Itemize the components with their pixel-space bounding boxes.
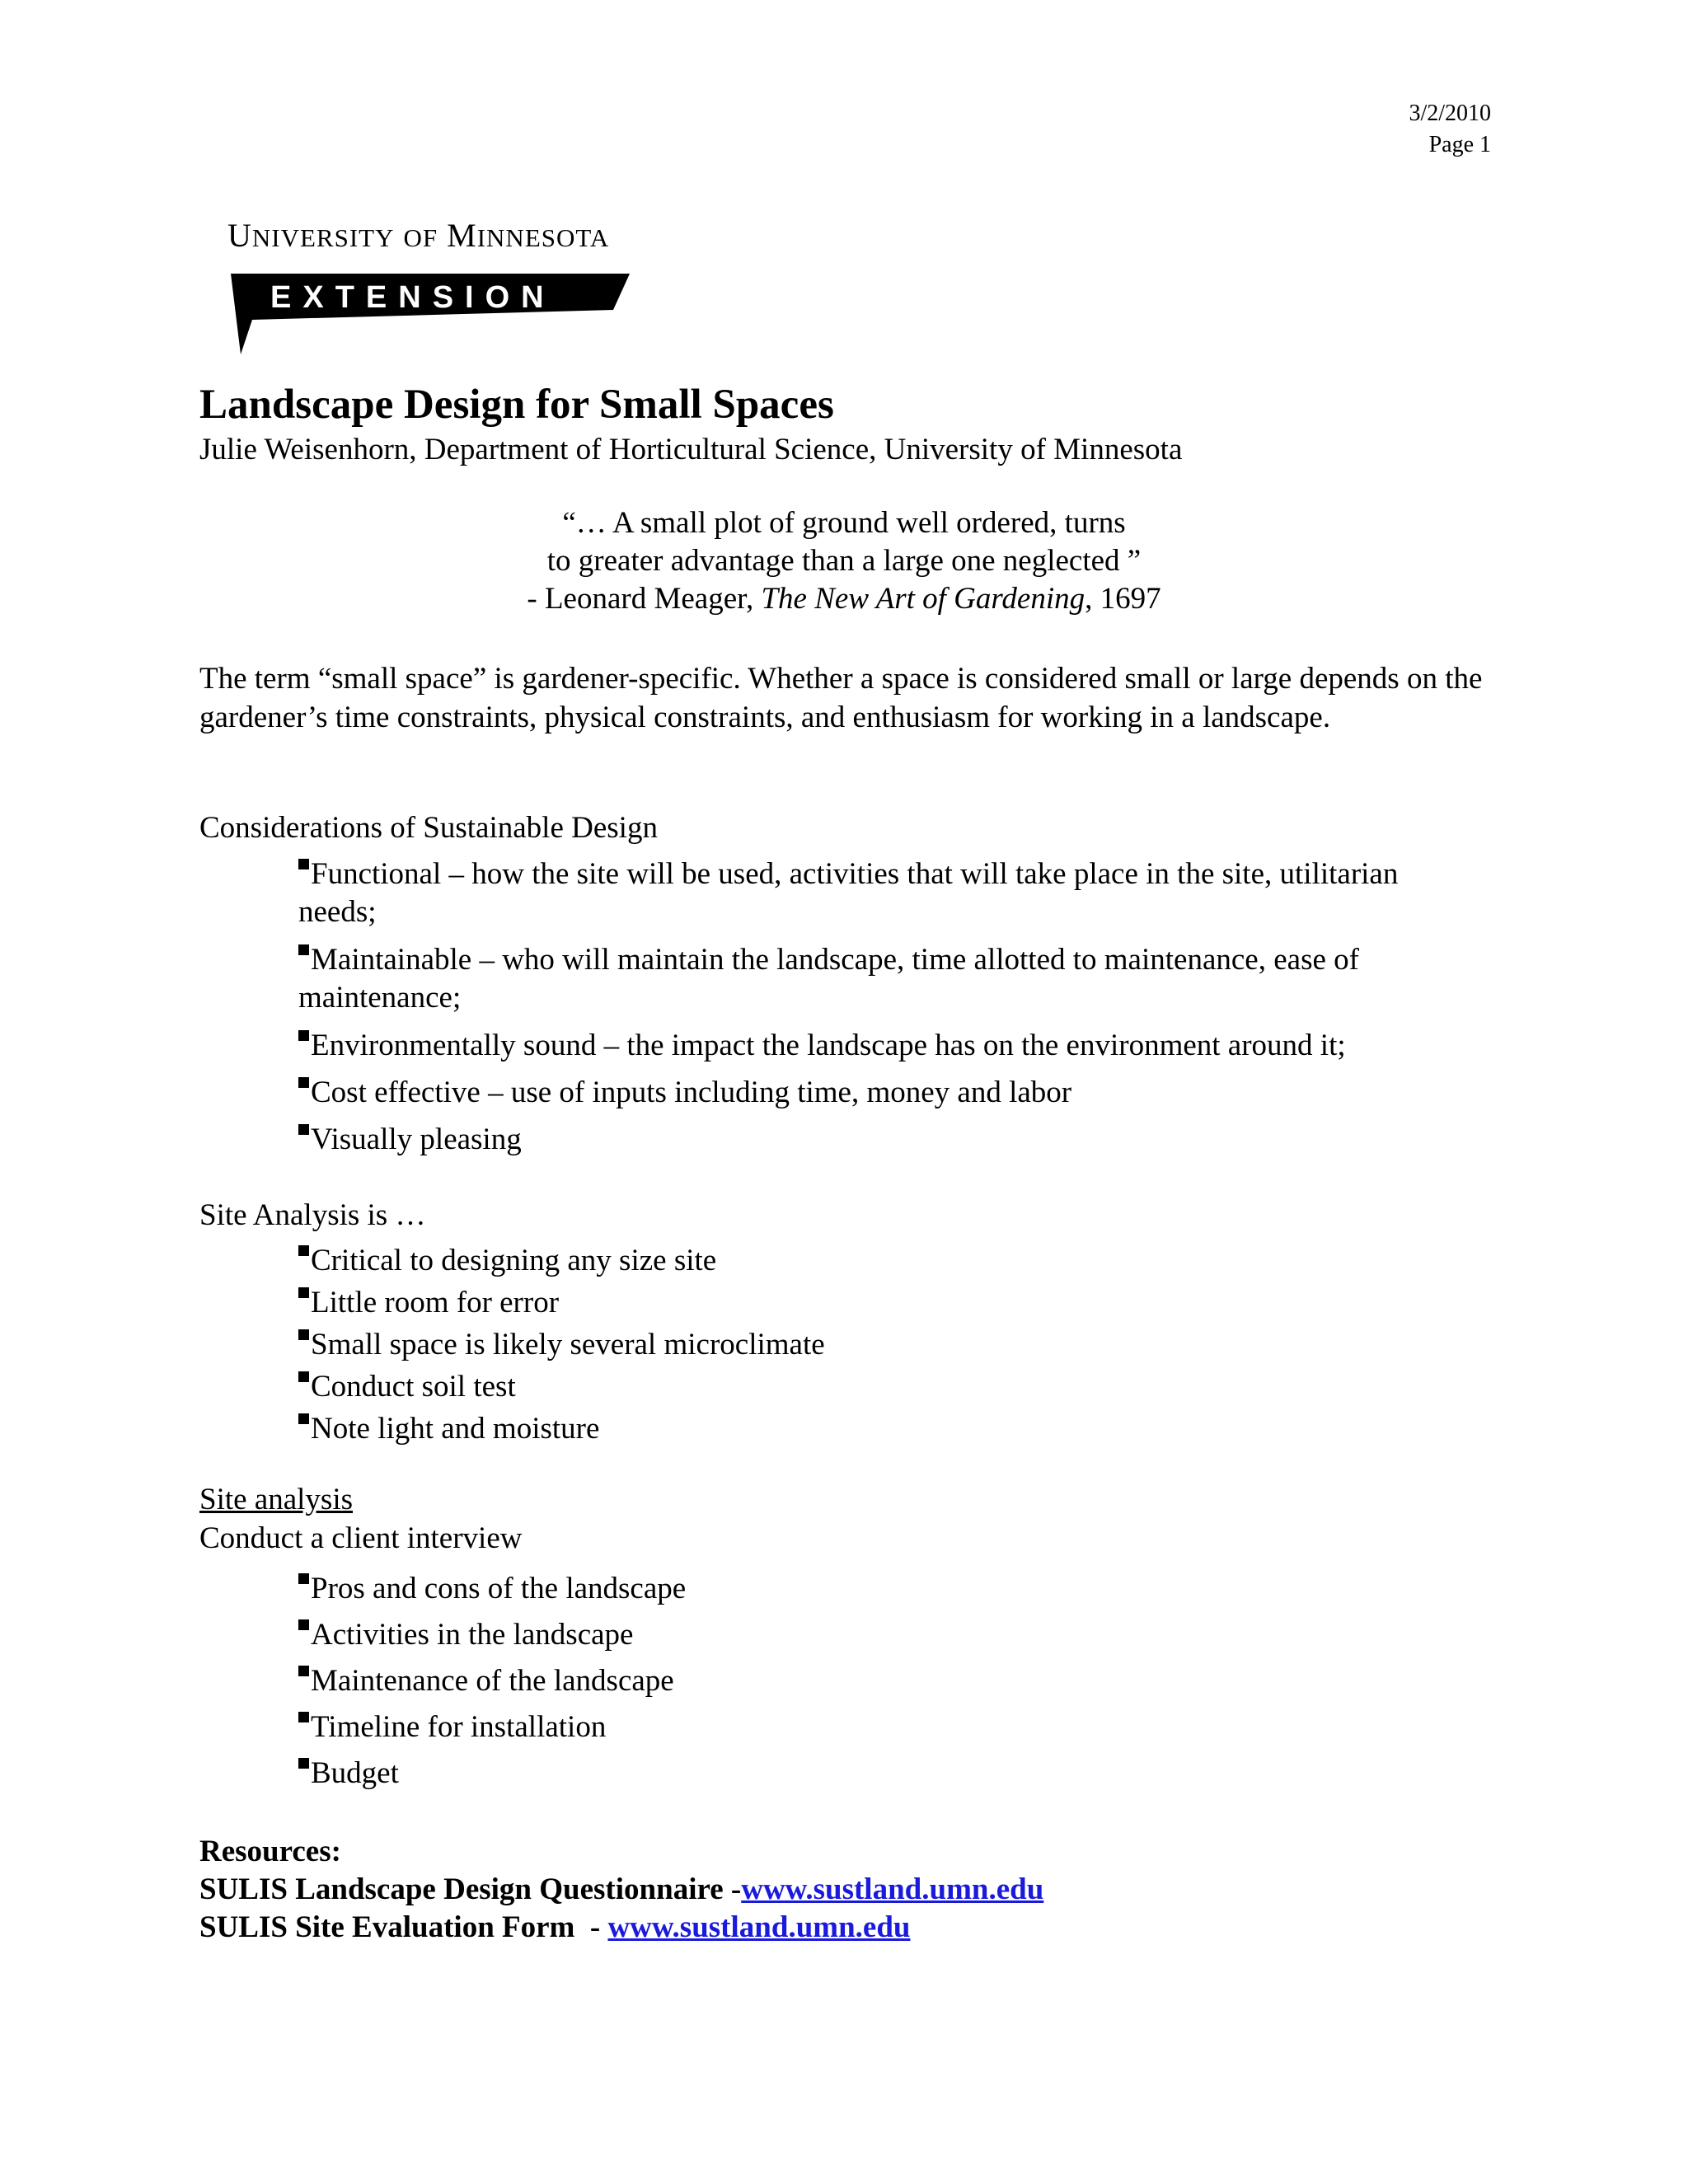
header-date: 3/2/2010 bbox=[1409, 101, 1491, 126]
logo-university-name: UNIVERSITY OF MINNESOTA bbox=[227, 217, 610, 254]
square-bullet-icon bbox=[298, 1245, 309, 1256]
intro-paragraph: The term “small space” is gardener-specific. Whether a space is considered small or large depends on the gardener’s time constraints, physical constraints, and enthusiasm for working in a landscape. bbox=[199, 662, 1483, 734]
considerations-list bbox=[298, 855, 1477, 1159]
list-item: Budget bbox=[298, 1750, 1477, 1797]
considerations-heading: Considerations of Sustainable Design bbox=[199, 811, 658, 845]
quote-line-2: to greater advantage than a large one neglected ” bbox=[546, 544, 1142, 578]
logo-extension-text: EXTENSION bbox=[270, 280, 556, 315]
client-interview-subheading: Conduct a client interview bbox=[199, 1521, 523, 1555]
square-bullet-icon bbox=[298, 1124, 309, 1135]
epigraph-quote bbox=[0, 504, 1688, 618]
resources-heading: Resources: bbox=[199, 1835, 341, 1868]
quote-work-title: The New Art of Gardening bbox=[761, 582, 1085, 616]
list-item: Conduct soil test bbox=[298, 1366, 1477, 1408]
square-bullet-icon bbox=[298, 1573, 309, 1584]
site-analysis-is-heading: Site Analysis is … bbox=[199, 1198, 426, 1232]
list-item: Activities in the landscape bbox=[298, 1612, 1477, 1658]
quote-line-1: “… A small plot of ground well ordered, turns bbox=[562, 506, 1126, 540]
list-item: Small space is likely several microclimate bbox=[298, 1324, 1477, 1366]
list-item: Visually pleasing bbox=[298, 1121, 1477, 1159]
square-bullet-icon bbox=[298, 944, 309, 955]
square-bullet-icon bbox=[298, 1413, 309, 1424]
list-item: Maintainable – who will maintain the landscape, time allotted to maintenance, ease of maintenance; bbox=[298, 943, 1359, 1015]
page-header bbox=[1409, 98, 1491, 161]
list-item: Note light and moisture bbox=[298, 1408, 1477, 1450]
university-logo bbox=[221, 216, 633, 356]
client-interview-list bbox=[298, 1566, 1477, 1797]
square-bullet-icon bbox=[298, 1077, 309, 1088]
square-bullet-icon bbox=[298, 1371, 309, 1382]
list-item: Functional – how the site will be used, activities that will take place in the site, utilitarian needs; bbox=[298, 857, 1399, 929]
list-item: Cost effective – use of inputs including time, money and labor bbox=[298, 1074, 1477, 1112]
resource-item: SULIS Landscape Design Questionnaire -www.sustland.umn.edu bbox=[199, 1872, 1044, 1906]
list-item: Pros and cons of the landscape bbox=[298, 1566, 1477, 1612]
logo-extension-banner bbox=[221, 264, 633, 356]
list-item: Maintenance of the landscape bbox=[298, 1658, 1477, 1704]
site-analysis-heading: Site analysis bbox=[199, 1483, 354, 1516]
site-analysis-is-list bbox=[298, 1240, 1477, 1450]
square-bullet-icon bbox=[298, 1619, 309, 1630]
square-bullet-icon bbox=[298, 1329, 309, 1340]
document-title: Landscape Design for Small Spaces bbox=[199, 382, 834, 428]
list-item: Environmentally sound – the impact the landscape has on the environment around it; bbox=[298, 1027, 1477, 1065]
header-page-number: Page 1 bbox=[1428, 132, 1491, 157]
resource-item: SULIS Site Evaluation Form - www.sustland.umn.edu bbox=[199, 1910, 911, 1944]
square-bullet-icon bbox=[298, 1287, 309, 1298]
list-item: Timeline for installation bbox=[298, 1704, 1477, 1750]
list-item: Little room for error bbox=[298, 1282, 1477, 1324]
quote-attribution: - Leonard Meager, The New Art of Gardening, 1697 bbox=[527, 582, 1161, 616]
resource-link-questionnaire[interactable]: www.sustland.umn.edu bbox=[741, 1872, 1044, 1906]
square-bullet-icon bbox=[298, 859, 309, 869]
square-bullet-icon bbox=[298, 1758, 309, 1769]
square-bullet-icon bbox=[298, 1712, 309, 1722]
square-bullet-icon bbox=[298, 1666, 309, 1676]
square-bullet-icon bbox=[298, 1030, 309, 1041]
resources-section bbox=[199, 1833, 1043, 1947]
author-line: Julie Weisenhorn, Department of Horticultural Science, University of Minnesota bbox=[199, 433, 1183, 466]
resource-link-site-evaluation[interactable]: www.sustland.umn.edu bbox=[607, 1910, 911, 1944]
list-item: Critical to designing any size site bbox=[298, 1240, 1477, 1282]
